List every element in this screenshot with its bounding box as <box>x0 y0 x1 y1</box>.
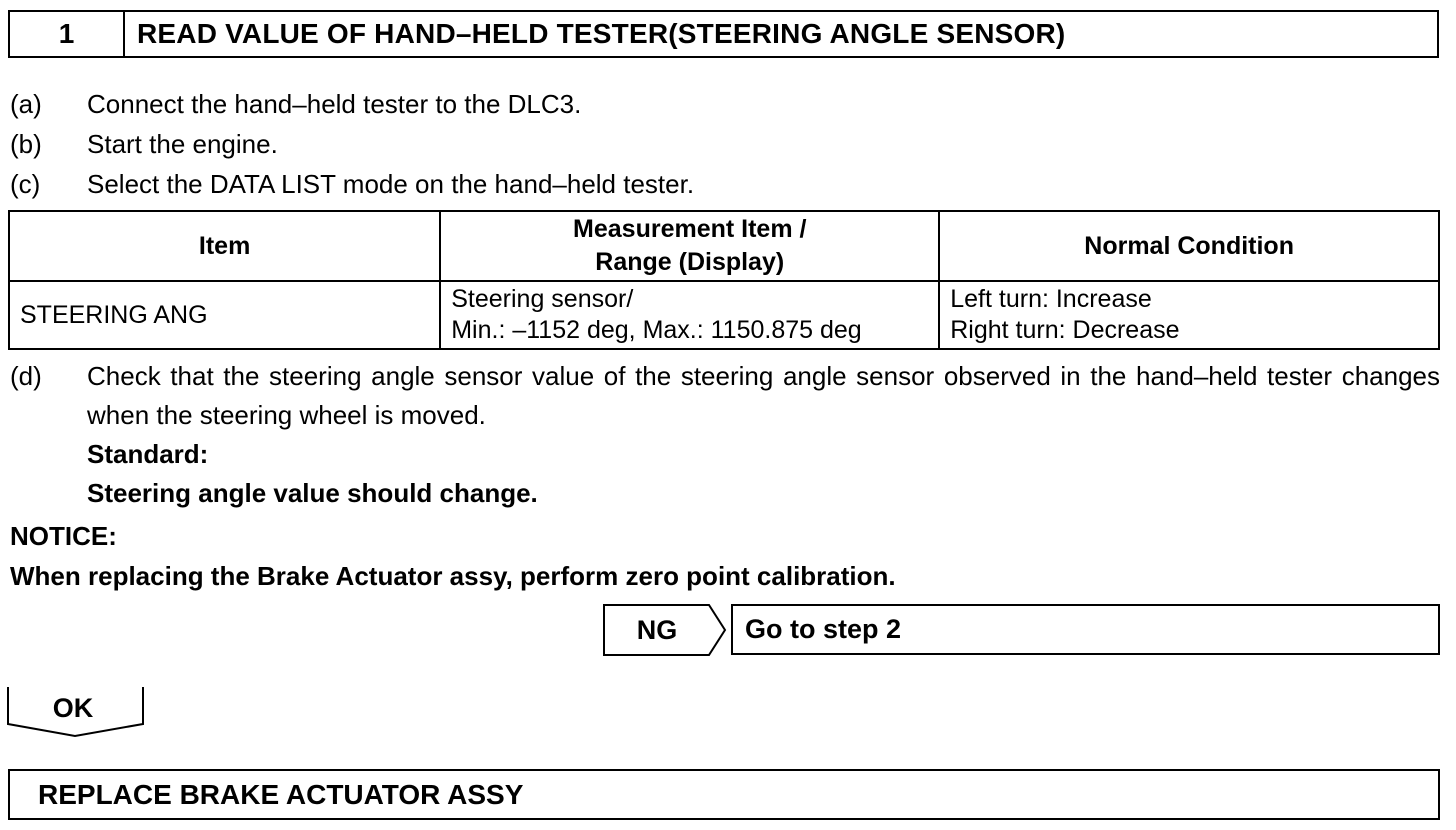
instruction-a <box>10 84 910 124</box>
header-normal-condition: Normal Condition <box>939 211 1439 281</box>
header-measurement-line1: Measurement Item / <box>573 215 807 243</box>
instruction-label: (b) <box>10 129 42 159</box>
cell-measurement <box>440 281 939 349</box>
table-row <box>9 281 1439 349</box>
next-step-box <box>8 769 1440 820</box>
table-header-row <box>9 211 1439 281</box>
header-measurement <box>440 211 939 281</box>
instruction-text: Connect the hand–held tester to the DLC3. <box>87 89 582 119</box>
instruction-label: (d) <box>10 361 42 391</box>
standard-label: Standard: <box>87 439 209 469</box>
cell-measurement-line2: Min.: –1152 deg, Max.: 1150.875 deg <box>451 316 862 344</box>
header-item: Item <box>9 211 440 281</box>
instruction-c <box>10 164 910 204</box>
instruction-b <box>10 124 910 164</box>
cell-normal-line2: Right turn: Decrease <box>950 316 1180 344</box>
ng-result-text: Go to step 2 <box>745 614 902 644</box>
header-measurement-line2: Range (Display) <box>595 248 785 276</box>
instruction-label: (c) <box>10 169 41 199</box>
instruction-text: Start the engine. <box>87 129 278 159</box>
instruction-d <box>10 357 1440 513</box>
next-step-title: REPLACE BRAKE ACTUATOR ASSY <box>38 778 524 810</box>
notice-text: When replacing the Brake Actuator assy, perform zero point calibration. <box>10 561 896 591</box>
ng-label: NG <box>636 614 678 645</box>
data-list-table <box>8 210 1440 350</box>
instruction-text: Check that the steering angle sensor value of the steering angle sensor observed in the hand–held tester changes when the steering wheel is moved. <box>87 361 1440 430</box>
cell-normal-condition <box>939 281 1439 349</box>
ok-label: OK <box>52 692 94 723</box>
cell-item: STEERING ANG <box>9 281 440 349</box>
step-header <box>8 10 1439 58</box>
instruction-text: Select the DATA LIST mode on the hand–held tester. <box>87 169 695 199</box>
step-title: READ VALUE OF HAND–HELD TESTER(STEERING ANGLE SENSOR) <box>137 18 1066 49</box>
ng-result-box <box>731 604 1440 655</box>
cell-measurement-line1: Steering sensor/ <box>451 285 634 313</box>
standard-value: Steering angle value should change. <box>87 478 538 508</box>
notice-heading: NOTICE: <box>10 521 117 551</box>
step-number: 1 <box>10 12 125 56</box>
cell-normal-line1: Left turn: Increase <box>950 285 1152 313</box>
instruction-label: (a) <box>10 89 42 119</box>
